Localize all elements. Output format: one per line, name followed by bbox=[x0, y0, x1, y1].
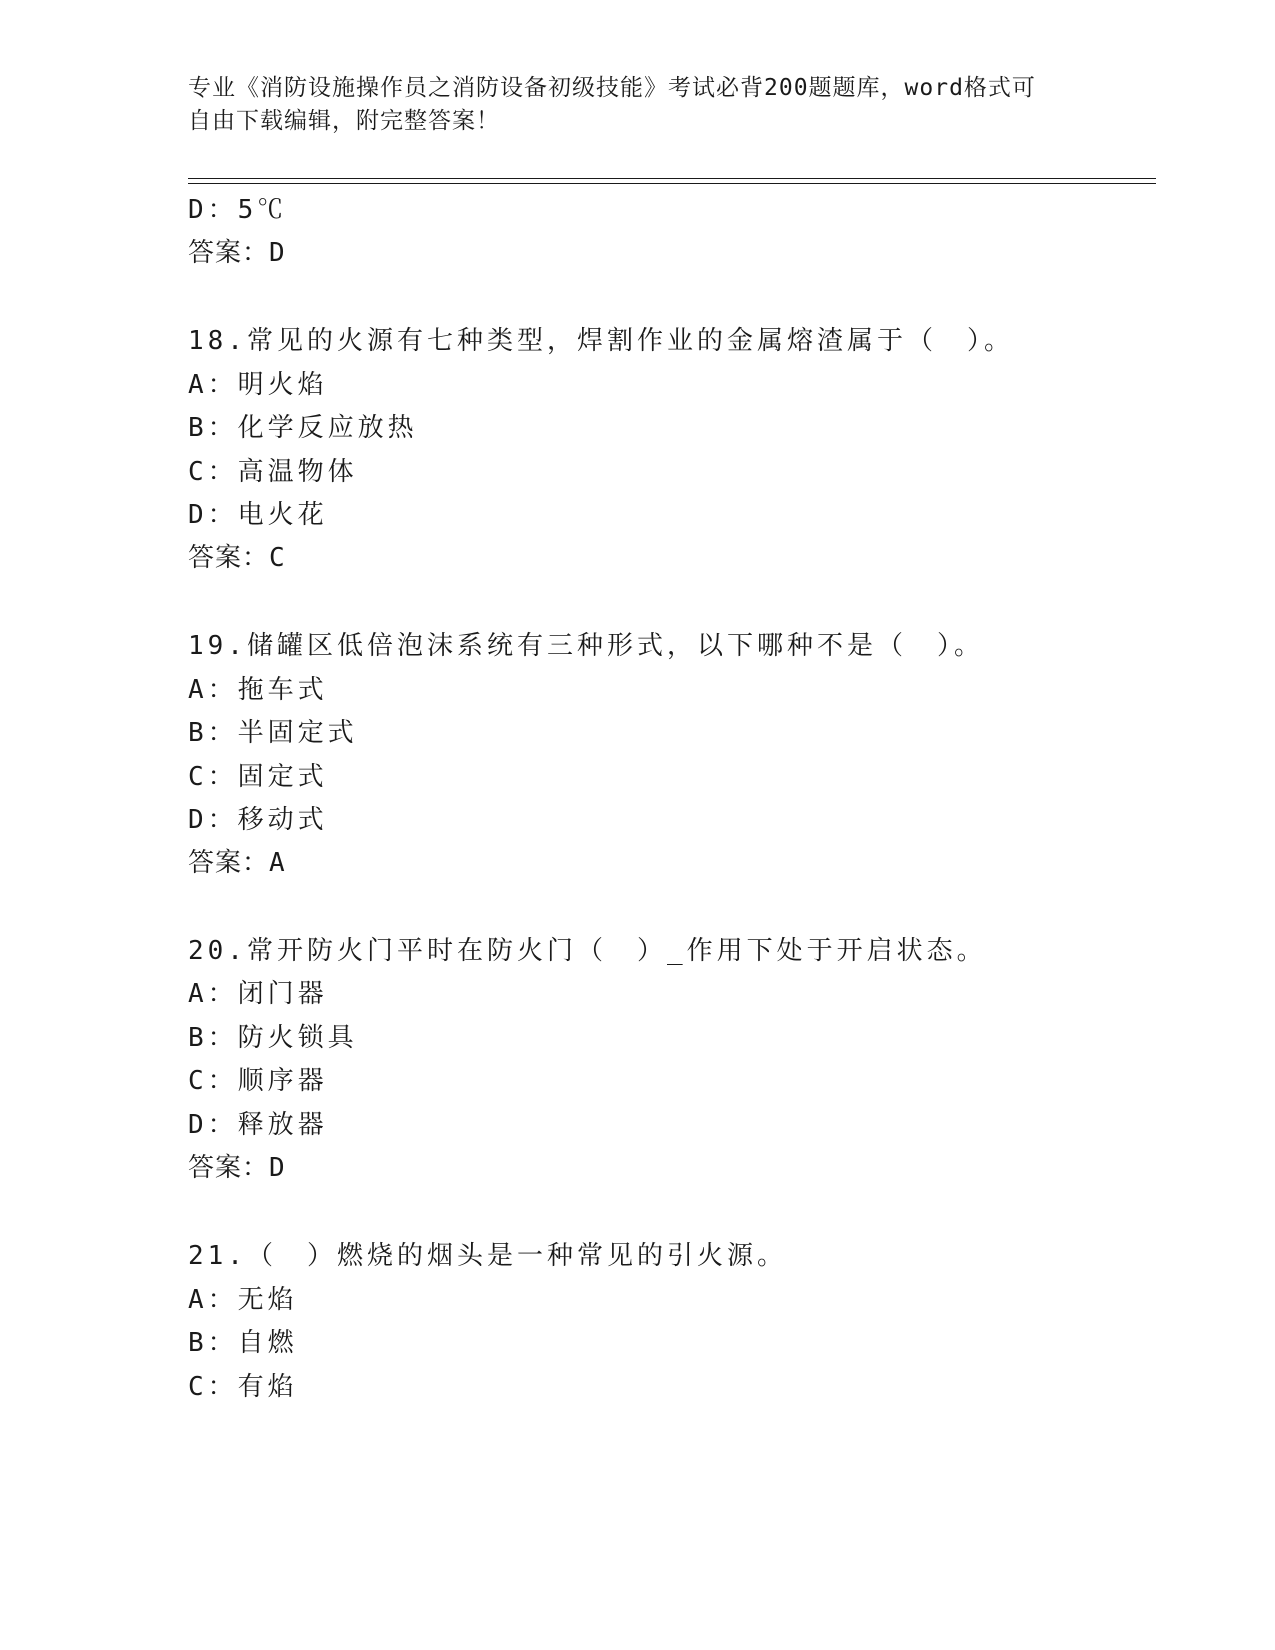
answer-label: 答案： bbox=[188, 238, 270, 268]
header-divider-bottom bbox=[188, 183, 1156, 184]
option-b: B：化学反应放热 bbox=[188, 413, 418, 443]
option-b: B：防火锁具 bbox=[188, 1023, 358, 1053]
question-stem: 18.常见的火源有七种类型，焊割作业的金属熔渣属于（ ）。 bbox=[188, 326, 1014, 356]
header-divider-top bbox=[188, 178, 1156, 179]
option-a: A：拖车式 bbox=[188, 675, 328, 705]
answer-label: 答案： bbox=[188, 543, 270, 573]
question-stem: 19.储罐区低倍泡沫系统有三种形式，以下哪种不是（ ）。 bbox=[188, 631, 984, 661]
option-c: C：有焰 bbox=[188, 1372, 298, 1402]
answer-line bbox=[188, 236, 286, 270]
option-d: D：移动式 bbox=[188, 805, 328, 835]
answer-label: 答案： bbox=[188, 1153, 270, 1183]
header-line-1: 专业《消防设施操作员之消防设备初级技能》考试必背200题题库，word格式可 bbox=[188, 75, 1036, 101]
question-stem: 20.常开防火门平时在防火门（ ）_作用下处于开启状态。 bbox=[188, 936, 987, 966]
option-c: C：高温物体 bbox=[188, 457, 358, 487]
answer-line bbox=[188, 541, 286, 575]
answer-line bbox=[188, 846, 286, 880]
answer-value: A bbox=[269, 848, 286, 878]
question-stem: 21.（ ）燃烧的烟头是一种常见的引火源。 bbox=[188, 1241, 787, 1271]
option-d: D：释放器 bbox=[188, 1110, 328, 1140]
document-header bbox=[188, 72, 1078, 138]
answer-value: D bbox=[269, 1153, 286, 1183]
option-b: B：半固定式 bbox=[188, 718, 358, 748]
answer-value: C bbox=[269, 543, 286, 573]
answer-label: 答案： bbox=[188, 848, 270, 878]
option-c: C：固定式 bbox=[188, 762, 328, 792]
option-a: A：无焰 bbox=[188, 1285, 298, 1315]
option-a: A：闭门器 bbox=[188, 979, 328, 1009]
answer-line bbox=[188, 1151, 286, 1185]
option-d: D：5℃ bbox=[188, 195, 288, 225]
header-line-2: 自由下载编辑，附完整答案！ bbox=[188, 108, 500, 134]
answer-value: D bbox=[269, 238, 286, 268]
option-b: B：自燃 bbox=[188, 1328, 298, 1358]
option-d: D：电火花 bbox=[188, 500, 328, 530]
option-c: C：顺序器 bbox=[188, 1066, 328, 1096]
option-a: A：明火焰 bbox=[188, 370, 328, 400]
